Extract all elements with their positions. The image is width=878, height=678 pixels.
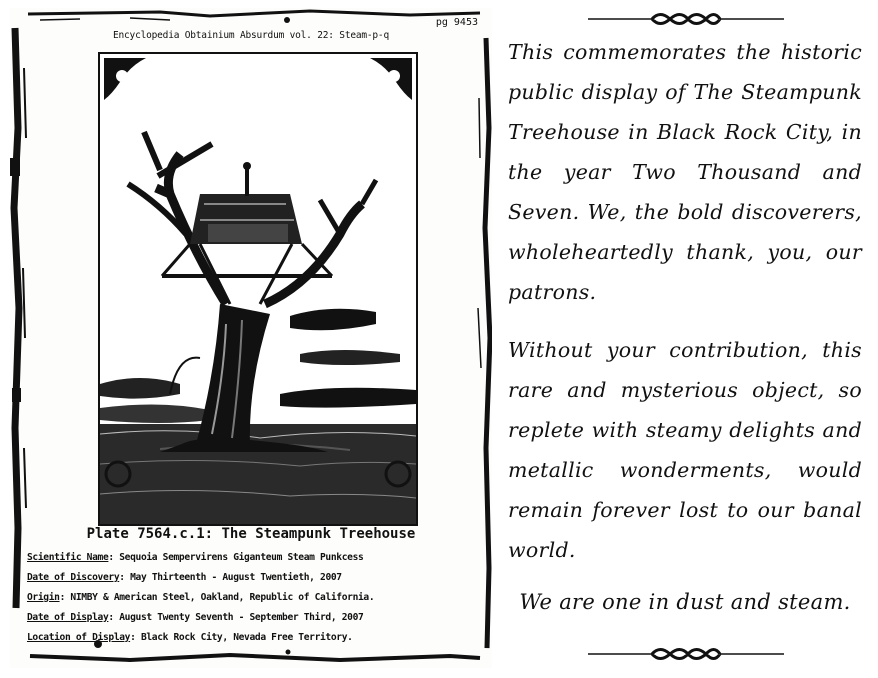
fact-label: Origin [27, 592, 60, 603]
fact-label: Location of Display [27, 632, 131, 643]
paragraph-contribution: Without your contribution, this rare and mysterious object, so replete with steamy delights and metallic wonderments, would remain forever lost to our banal world. [508, 338, 862, 562]
encyclopedia-plate-card [10, 8, 492, 668]
fact-location-of-display: Location of Display: Black Rock City, Nevada Free Territory. [27, 632, 353, 643]
encyclopedia-title: Encyclopedia Obtainium Absurdum vol. 22: Steam-p-q [113, 30, 389, 41]
paragraph-commemoration: This commemorates the historic public display of The Steampunk Treehouse in Black Rock City, in the year Two Thousand and Seven. We, the bold discoverers, wholeheartedly thank, you, our patrons. [508, 40, 862, 304]
fact-value: Sequoia Sempervirens Giganteum Steam Punkcess [119, 552, 364, 563]
commemoration-text [508, 0, 864, 678]
fact-scientific-name: Scientific Name: Sequoia Sempervirens Giganteum Steam Punkcess [27, 552, 364, 563]
page-number: pg 9453 [435, 17, 478, 28]
fact-origin: Origin: NIMBY & American Steel, Oakland, Republic of California. [27, 592, 375, 603]
treehouse-illustration [98, 52, 418, 526]
fact-label: Scientific Name [27, 552, 109, 563]
fact-value: NIMBY & American Steel, Oakland, Republic of California. [70, 592, 375, 603]
motto: We are one in dust and steam. [519, 590, 851, 614]
fact-date-of-discovery: Date of Discovery: May Thirteenth - August Twentieth, 2007 [27, 572, 342, 583]
fact-label: Date of Discovery [27, 572, 120, 583]
fact-value: August Twenty Seventh - September Third, 2007 [119, 612, 364, 623]
knot-divider-icon [588, 8, 784, 30]
fact-label: Date of Display [27, 612, 109, 623]
plate-title: Plate 7564.c.1: The Steampunk Treehouse [86, 526, 416, 542]
plate-facts [27, 548, 487, 648]
knot-divider-icon [588, 643, 784, 665]
fact-value: Black Rock City, Nevada Free Territory. [140, 632, 353, 643]
fact-value: May Thirteenth - August Twentieth, 2007 [130, 572, 342, 583]
fact-date-of-display: Date of Display: August Twenty Seventh - September Third, 2007 [27, 612, 364, 623]
